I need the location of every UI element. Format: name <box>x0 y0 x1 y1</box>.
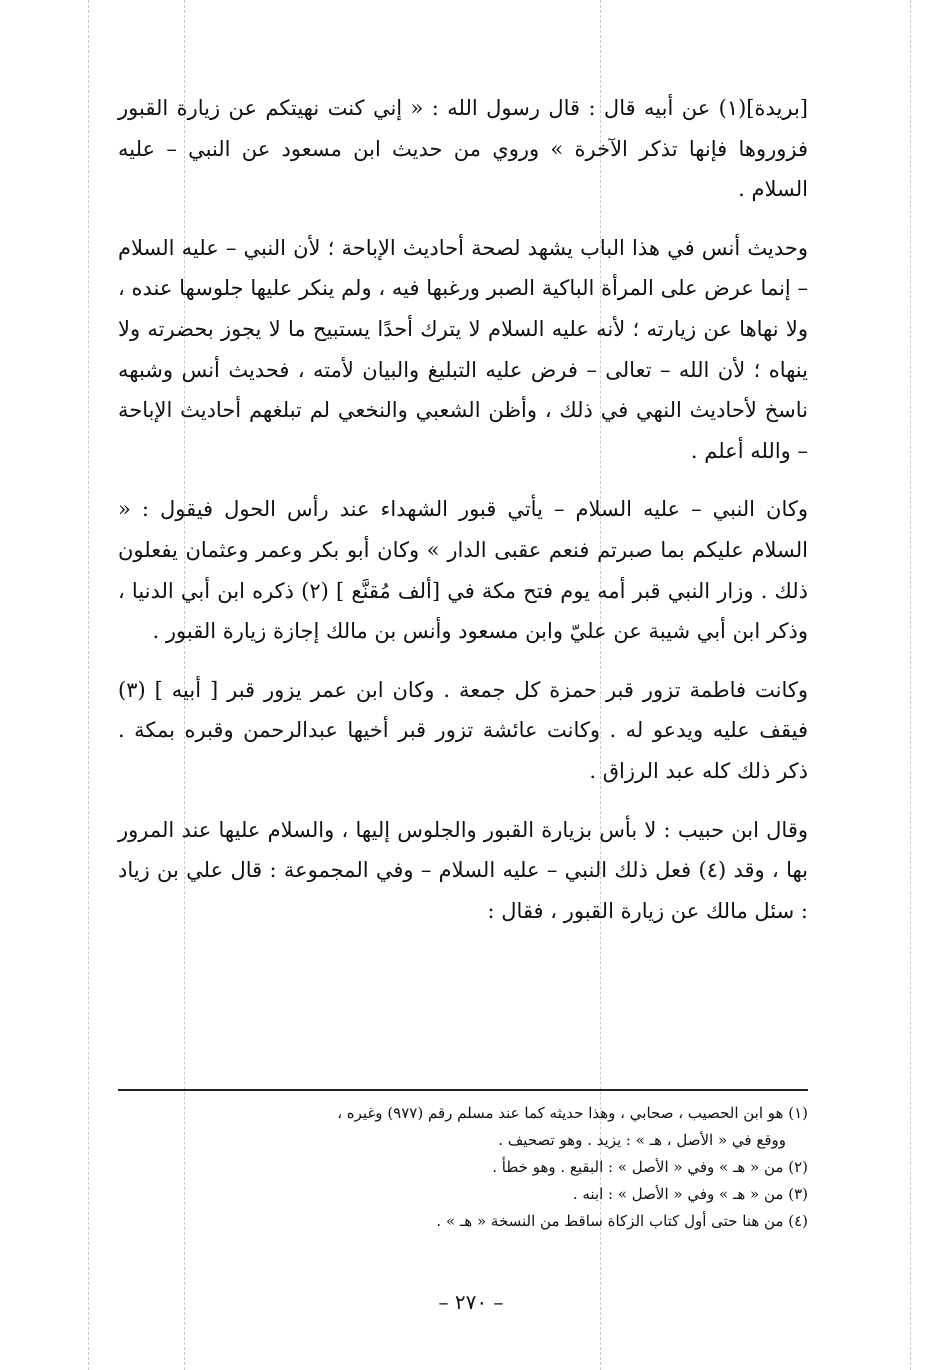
paragraph-5: وقال ابن حبيب : لا بأس بزيارة القبور والجلوس إليها ، والسلام عليها عند المرور بها ، وقد (٤) فعل ذلك النبي – عليه السلام – وفي المجموعة : قال علي بن زياد : سئل مالك عن زيارة القبور ، فقال : <box>118 817 808 923</box>
footnote-separator <box>118 1089 808 1091</box>
footnote-3: (٣) من « هـ » وفي « الأصل » : ابنه . <box>572 1185 808 1203</box>
footnotes <box>118 1100 808 1235</box>
footnote-1: (١) هو ابن الحصيب ، صحابي ، وهذا حديثه كما عند مسلم رقم (٩٧٧) وغيره ، <box>337 1104 808 1122</box>
paragraph-3: وكان النبي – عليه السلام – يأتي قبور الشهداء عند رأس الحول فيقول : « السلام عليكم بما صبرتم فنعم عقبى الدار » وكان أبو بكر وعمر وعثمان يفعلون ذلك . وزار النبي قبر أمه يوم فتح مكة في [ألف مُقنَّع ] (٢) ذكره ابن أبي الدنيا ، وذكر ابن أبي شيبة عن عليّ وابن مسعود وأنس بن مالك إجازة زيارة القبور . <box>118 497 808 644</box>
page-number: – ٢٧٠ – <box>438 1290 504 1314</box>
footnote-1-continuation: ووقع في « الأصل ، هـ » : يزيد . وهو تصحيف . <box>498 1131 786 1149</box>
scan-fold-line <box>88 0 89 1370</box>
paragraph-2: وحديث أنس في هذا الباب يشهد لصحة أحاديث الإباحة ؛ لأن النبي – عليه السلام – إنما عرض على المرأة الباكية الصبر ورغبها فيه ، ولم ينكر عليها جلوسها عنده ، ولا نهاها عن زيارته ؛ لأنه عليه السلام لا يترك أحدًا يستبيح ما لا يجوز بحضرته ولا ينهاه ؛ لأن الله – تعالى – فرض عليه التبليغ والبيان لأمته ، فحديث أنس وشبهه ناسخ لأحاديث النهي في ذلك ، وأظن الشعبي والنخعي لم تبلغهم أحاديث الإباحة – والله أعلم . <box>118 235 808 463</box>
paragraph-4: وكانت فاطمة تزور قبر حمزة كل جمعة . وكان ابن عمر يزور قبر [ أبيه ] (٣) فيقف عليه ويدعو له . وكانت عائشة تزور قبر أخيها عبدالرحمن وقبره بمكة . ذكر ذلك كله عبد الرزاق . <box>118 677 808 783</box>
page-body <box>118 88 808 931</box>
scan-fold-line <box>910 0 911 1370</box>
paragraph-1: [بريدة](١) عن أبيه قال : قال رسول الله : « إني كنت نهيتكم عن زيارة القبور فزوروها فإنها تذكر الآخرة » وروي من حديث ابن مسعود عن النبي – عليه السلام . <box>118 96 808 202</box>
footnote-2: (٢) من « هـ » وفي « الأصل » : البقيع . وهو خطأ . <box>492 1158 808 1176</box>
footnote-4: (٤) من هنا حتى أول كتاب الزكاة ساقط من النسخة « هـ » . <box>436 1212 808 1230</box>
